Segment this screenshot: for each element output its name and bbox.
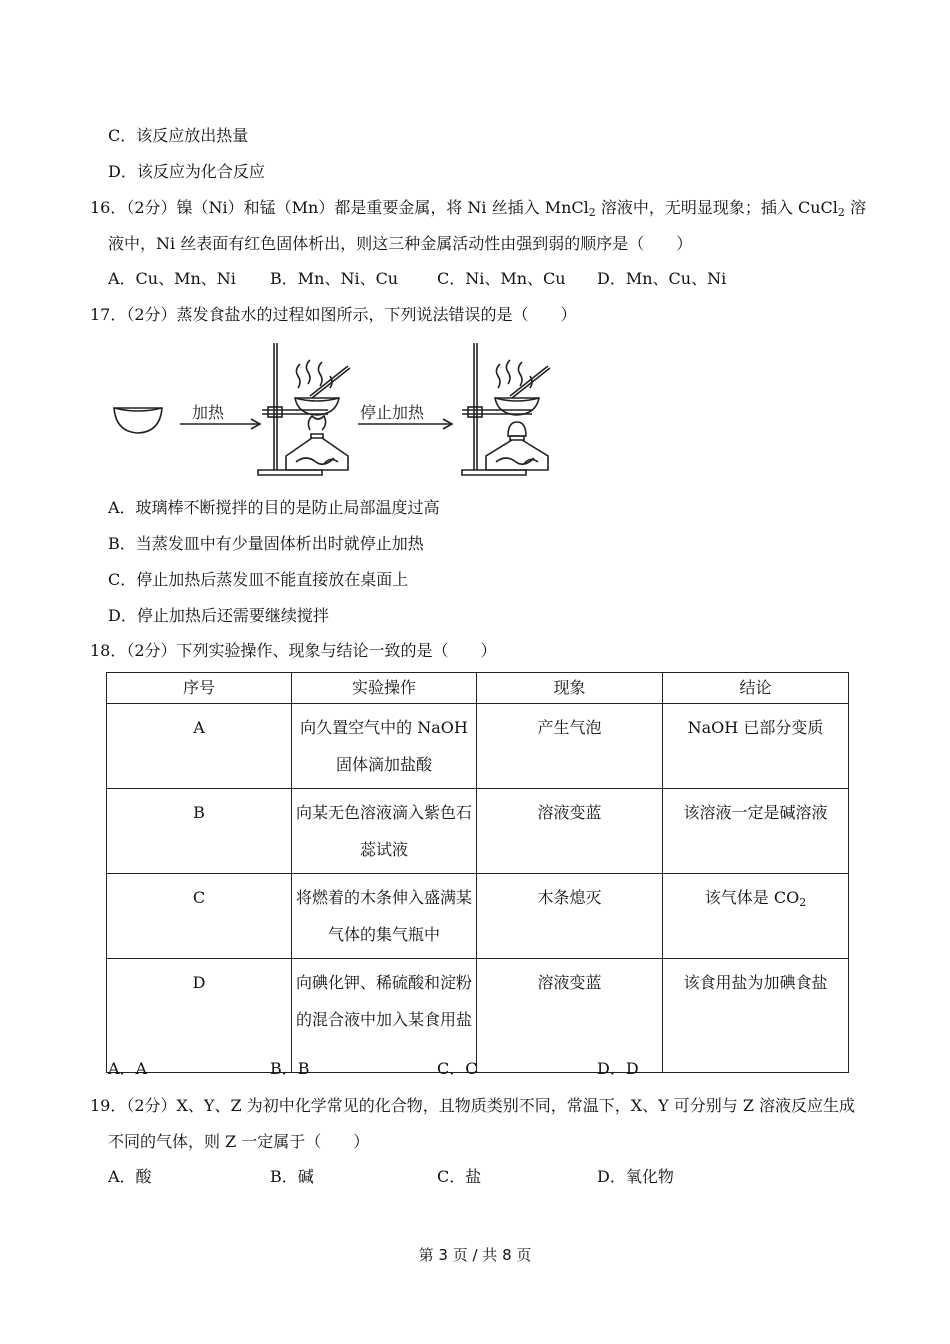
page-footer: 第 3 页 / 共 8 页: [418, 1246, 532, 1264]
table-row: [107, 704, 849, 789]
q16-stem-line2: 液中，Ni 丝表面有红色固体析出，则这三种金属活动性由强到弱的顺序是（ ）: [108, 234, 693, 253]
row-c-conclusion-text: 该气体是 CO: [704, 888, 800, 907]
evaporation-figure: [110, 338, 560, 478]
row-a-id: A: [107, 704, 292, 789]
q16-options: [108, 269, 848, 289]
q16-stem-part1: 16．（2分）镍（Ni）和锰（Mn）都是重要金属，将 Ni 丝插入 MnCl: [90, 198, 589, 217]
evaporating-dish-icon: [114, 408, 162, 433]
row-a-conclusion: NaOH 已部分变质: [663, 704, 849, 789]
q18-option-c: C．C: [437, 1059, 478, 1078]
header-id: 序号: [107, 673, 292, 704]
header-phenomenon: 现象: [477, 673, 663, 704]
q16-option-a: A．Cu、Mn、Ni: [108, 269, 236, 288]
table-row: [107, 874, 849, 959]
q16-subscript-mncl2: 2: [588, 206, 596, 219]
row-c-id: C: [107, 874, 292, 959]
row-b-id: B: [107, 789, 292, 874]
row-a-phenomenon: 产生气泡: [477, 704, 663, 789]
q16-stem-part2: 溶液中，无明显现象；插入 CuCl: [595, 198, 838, 217]
table-header-row: [107, 673, 849, 704]
row-d-conclusion: 该食用盐为加碘食盐: [663, 959, 849, 1073]
header-conclusion: 结论: [663, 673, 849, 704]
q16-stem-part3: 溶: [844, 198, 866, 217]
q16-option-d: D．Mn、Cu、Ni: [597, 269, 727, 288]
label-heat: 加热: [192, 403, 225, 422]
q17-option-b: B．当蒸发皿中有少量固体析出时就停止加热: [108, 534, 424, 553]
row-c-conclusion-subscript: 2: [799, 896, 807, 909]
q17-stem: 17．（2分）蒸发食盐水的过程如图所示，下列说法错误的是（ ）: [90, 305, 577, 324]
q19-stem-line2: 不同的气体，则 Z 一定属于（ ）: [108, 1132, 370, 1151]
row-c-operation: 将燃着的木条伸入盛满某气体的集气瓶中: [292, 874, 477, 959]
row-b-phenomenon: 溶液变蓝: [477, 789, 663, 874]
q15-option-c: C．该反应放出热量: [108, 126, 249, 145]
q16-subscript-cucl2: 2: [837, 206, 845, 219]
row-b-conclusion: 该溶液一定是碱溶液: [663, 789, 849, 874]
table-row: [107, 959, 849, 1073]
q18-options: [108, 1059, 848, 1079]
q19-option-d: D．氧化物: [597, 1167, 674, 1186]
header-operation: 实验操作: [292, 673, 477, 704]
row-d-id: D: [107, 959, 292, 1073]
q19-option-c: C．盐: [437, 1167, 482, 1186]
label-stop-heat: 停止加热: [360, 403, 425, 422]
row-c-phenomenon: 木条熄灭: [477, 874, 663, 959]
q19-option-b: B．碱: [270, 1167, 314, 1186]
q19-options: [108, 1167, 848, 1187]
q18-table: [106, 672, 849, 1073]
row-c-conclusion: [663, 874, 849, 959]
stopped-apparatus-icon: [462, 343, 550, 475]
table-row: [107, 789, 849, 874]
q18-option-d: D．D: [597, 1059, 639, 1078]
q15-option-d: D．该反应为化合反应: [108, 162, 265, 181]
q19-stem-line1: 19．（2分）X、Y、Z 为初中化学常见的化合物，且物质类别不同，常温下，X、Y 可分别与 Z 溶液反应生成: [90, 1096, 856, 1115]
q16-option-b: B．Mn、Ni、Cu: [270, 269, 399, 288]
q18-option-a: A．A: [108, 1059, 148, 1078]
q19-option-a: A．酸: [108, 1167, 152, 1186]
row-b-operation: 向某无色溶液滴入紫色石蕊试液: [292, 789, 477, 874]
q16-stem-line1: [90, 198, 866, 223]
heating-apparatus-icon: [258, 343, 350, 475]
row-a-operation: 向久置空气中的 NaOH 固体滴加盐酸: [292, 704, 477, 789]
row-d-phenomenon: 溶液变蓝: [477, 959, 663, 1073]
q17-option-d: D．停止加热后还需要继续搅拌: [108, 606, 329, 625]
q16-option-c: C．Ni、Mn、Cu: [437, 269, 566, 288]
q18-stem: 18．（2分）下列实验操作、现象与结论一致的是（ ）: [90, 641, 497, 660]
row-d-operation: 向碘化钾、稀硫酸和淀粉的混合液中加入某食用盐: [292, 959, 477, 1073]
q17-option-c: C．停止加热后蒸发皿不能直接放在桌面上: [108, 570, 409, 589]
q17-option-a: A．玻璃棒不断搅拌的目的是防止局部温度过高: [108, 498, 440, 517]
q18-option-b: B．B: [270, 1059, 310, 1078]
